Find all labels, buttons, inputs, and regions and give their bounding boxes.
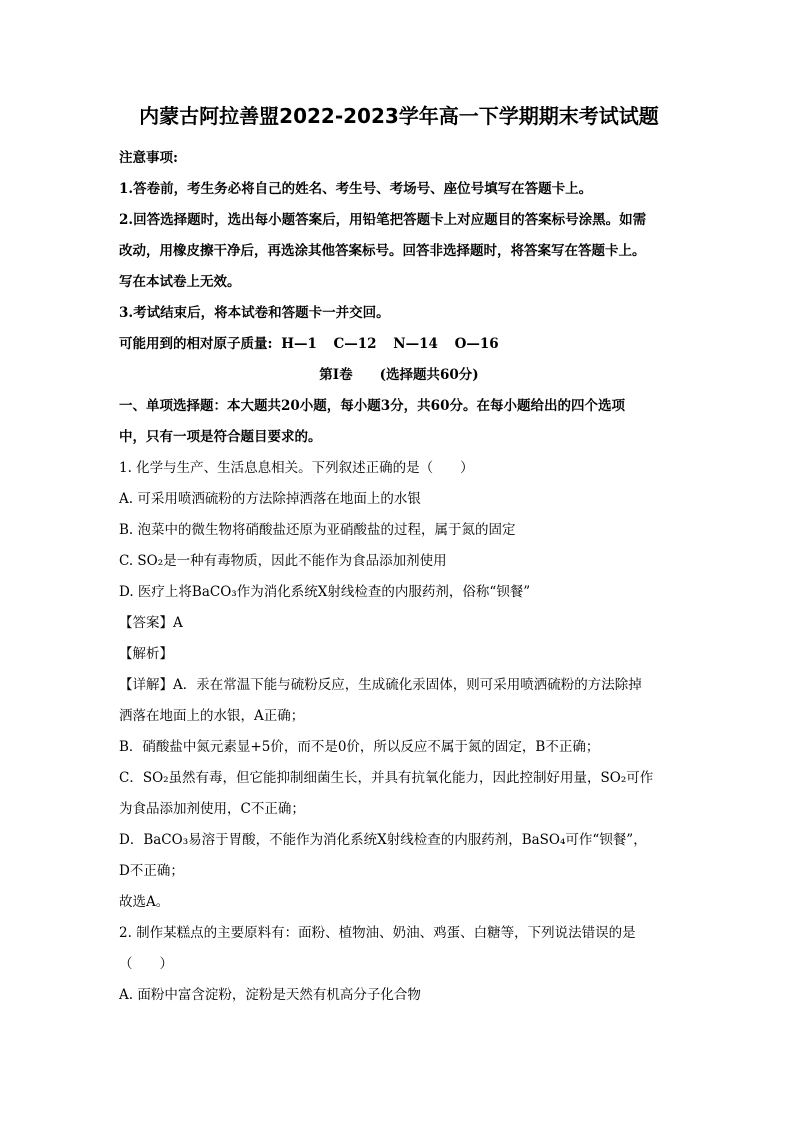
question-1-option-d: D. 医疗上将BaCO₃作为消化系统X射线检查的内服药剂，俗称“钡餐” bbox=[119, 584, 531, 600]
volume-heading: 第I卷 (选择题共60分) bbox=[319, 367, 479, 383]
atomic-masses-label: 可能用到的相对原子质量: bbox=[119, 336, 273, 352]
notice-item: 1.答卷前，考生务必将自己的姓名、考生号、考场号、座位号填写在答题卡上。 bbox=[119, 181, 593, 197]
question-2-stem: （ ） bbox=[119, 956, 173, 972]
question-1-option-a: A. 可采用喷洒硫粉的方法除掉洒落在地面上的水银 bbox=[119, 491, 421, 507]
question-1-detail: C．SO₂虽然有毒，但它能抑制细菌生长，并具有抗氧化能力，因此控制好用量，SO₂可作 bbox=[119, 770, 654, 786]
section-instruction: 一、单项选择题：本大题共20小题，每小题3分，共60分。在每小题给出的四个选项 bbox=[119, 398, 625, 414]
question-1-detail: D．BaCO₃易溶于胃酸，不能作为消化系统X射线检查的内服药剂，BaSO₄可作“钡餐”， bbox=[119, 832, 647, 848]
atomic-mass: C—12 bbox=[333, 336, 377, 352]
question-1-detail: 为食品添加剂使用，C不正确； bbox=[119, 801, 305, 817]
notice-item: 3.考试结束后，将本试卷和答题卡一并交回。 bbox=[119, 305, 390, 321]
atomic-mass: H—1 bbox=[281, 336, 317, 352]
question-1-detail: D不正确； bbox=[119, 863, 184, 879]
question-2-stem: 2. 制作某糕点的主要原料有：面粉、植物油、奶油、鸡蛋、白糖等，下列说法错误的是 bbox=[119, 925, 636, 941]
notice-heading: 注意事项: bbox=[119, 150, 178, 166]
question-1-answer: 【答案】A bbox=[119, 615, 183, 631]
notice-item: 写在本试卷上无效。 bbox=[119, 274, 241, 290]
question-1-detail: 【详解】A．汞在常温下能与硫粉反应，生成硫化汞固体，则可采用喷洒硫粉的方法除掉 bbox=[119, 677, 642, 693]
question-2-option-a: A. 面粉中富含淀粉，淀粉是天然有机高分子化合物 bbox=[119, 987, 421, 1003]
question-1-option-c: C. SO₂是一种有毒物质，因此不能作为食品添加剂使用 bbox=[119, 553, 447, 569]
question-1-detail: 洒落在地面上的水银，A正确； bbox=[119, 708, 305, 724]
notice-item: 改动，用橡皮擦干净后，再选涂其他答案标号。回答非选择题时，将答案写在答题卡上。 bbox=[119, 243, 646, 259]
atomic-mass: N—14 bbox=[393, 336, 438, 352]
question-1-analysis-label: 【解析】 bbox=[119, 646, 173, 662]
question-1-detail: B．硝酸盐中氮元素显+5价，而不是0价，所以反应不属于氮的固定，B不正确； bbox=[119, 739, 600, 755]
section-instruction: 中，只有一项是符合题目要求的。 bbox=[119, 429, 322, 445]
question-1-option-b: B. 泡菜中的微生物将硝酸盐还原为亚硝酸盐的过程，属于氮的固定 bbox=[119, 522, 516, 538]
question-1-detail: 故选A。 bbox=[119, 894, 170, 910]
notice-item: 2.回答选择题时，选出每小题答案后，用铅笔把答题卡上对应题目的答案标号涂黑。如需 bbox=[119, 212, 647, 228]
page-title: 内蒙古阿拉善盟2022-2023学年高一下学期期末考试试题 bbox=[139, 104, 659, 128]
question-1-stem: 1. 化学与生产、生活息息相关。下列叙述正确的是（ ） bbox=[119, 460, 474, 476]
atomic-masses bbox=[119, 329, 679, 360]
document-page bbox=[119, 100, 679, 1011]
atomic-mass: O—16 bbox=[454, 336, 499, 352]
